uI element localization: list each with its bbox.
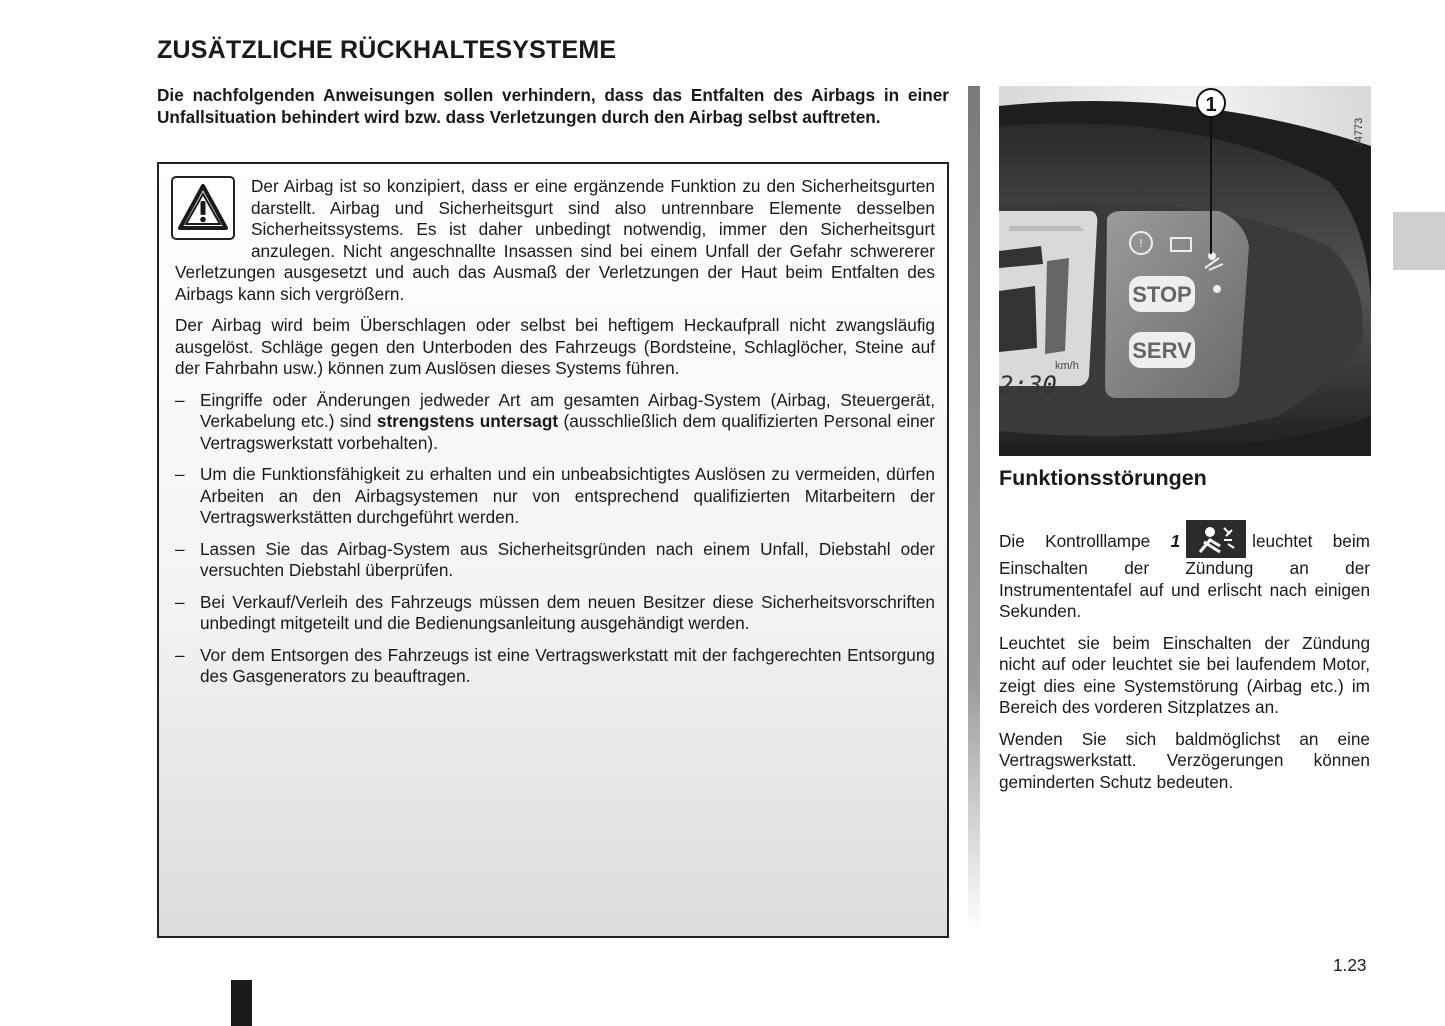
page-number: 1.23 [1333,955,1367,975]
right-paragraph-3: Wenden Sie sich baldmöglichst an eine Vertragswerkstatt. Verzögerungen können geminderten Schutz bedeuten. [999,728,1370,792]
warning-paragraph-1: Der Airbag ist so konzipiert, dass er eine ergänzende Funktion zu den Sicherheitsgurten darstellt. Airbag und Sicherheitsgurt sind also untrennbare Elemente desselben Sicherheitssystems. Es ist daher unbedingt notwendig, immer den Sicherheitsgurt anzulegen. Nicht angeschnallte Insassen sind bei einem Unfall der Gefahr schwererer Verletzungen ausgesetzt und auch das Ausmaß der Verletzungen der Haut beim Entfalten des Airbags kann sich vergrößern. [175,176,935,304]
right-paragraph-1: Die Kontrolllampe 1 leuchtet beim Einschalten der Zündung an der Instrumententafel auf und erlischt nach einigen Sekunden. [999,520,1370,623]
intro-text: Die nachfolgenden Anweisungen sollen verhindern, dass das Entfalten des Airbags in einer Unfallsituation behindert wird bzw. dass Verletzungen durch den Airbag selbst auftreten. [157,85,949,127]
page-title: ZUSÄTZLICHE RÜCKHALTESYSTEME [157,36,617,64]
instrument-panel-photo [999,86,1371,456]
warning-box [157,162,949,938]
stop-indicator: STOP [1132,282,1192,307]
section-tab [1393,212,1445,270]
list-item: – Um die Funktionsfähigkeit zu erhalten und ein unbeabsichtigtes Auslösen zu vermeiden, dürfen Arbeiten an den Airbagsystemen nur von entsprechend qualifizierten Mitarbeitern der Vertragswerkstätten durchgeführt werden. [175,464,935,529]
callout-1: 1 [1205,94,1217,116]
bottom-marker [231,980,252,1026]
section-heading: Funktionsstörungen [999,466,1207,490]
figure-reference: 34773 [1353,117,1365,149]
warning-text [175,176,935,698]
right-column-text [999,520,1370,803]
list-item: – Eingriffe oder Änderungen jedweder Art am gesamten Airbag-System (Airbag, Steuergerät, Verkabelung etc.) sind strengstens untersagt (ausschließlich dem qualifizierten Personal einer Vertragswerkstatt vorbehalten). [175,390,935,455]
speed-unit: km/h [1055,360,1079,372]
warning-paragraph-2: Der Airbag wird beim Überschlagen oder selbst bei heftigem Heckaufprall nicht zwangsläufig ausgelöst. Schläge gegen den Unterboden des Fahrzeugs (Bordsteine, Schlaglöcher, Steine auf der Fahrbahn usw.) können zum Auslösen dieses Systems führen. [175,315,935,378]
serv-indicator: SERV [1132,338,1192,363]
list-item: – Bei Verkauf/Verleih des Fahrzeugs müssen dem neuen Besitzer diese Sicherheitsvorschriften unbedingt mitgeteilt und die Bedienungsanleitung ausgehändigt werden. [175,592,935,635]
svg-text:!: ! [1138,237,1144,250]
warning-list [175,390,935,688]
list-item: – Vor dem Entsorgen des Fahrzeugs ist eine Vertragswerkstatt mit der fachgerechten Entsorgung des Gasgenerators zu beauftragen. [175,645,935,688]
airbag-lamp-icon [1186,520,1246,558]
column-divider [968,86,980,932]
right-paragraph-2: Leuchtet sie beim Einschalten der Zündung nicht auf oder leuchtet sie bei laufendem Motor, zeigt dies eine Systemstörung (Airbag etc.) im Bereich des vorderen Sitzplatzes an. [999,632,1370,717]
list-item: – Lassen Sie das Airbag-System aus Sicherheitsgründen nach einem Unfall, Diebstahl oder versuchten Diebstahl überprüfen. [175,539,935,582]
clock-display: 2:30 [999,371,1057,399]
